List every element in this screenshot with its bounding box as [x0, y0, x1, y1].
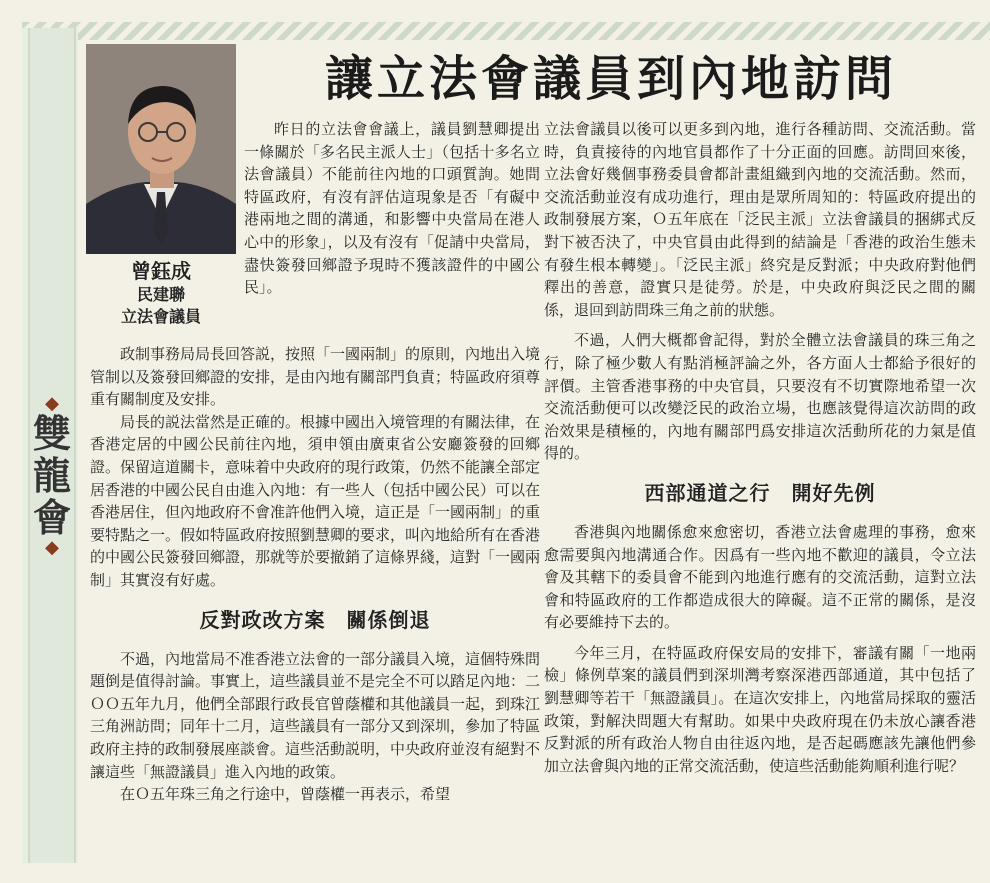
diamond-icon: ◆ — [45, 537, 59, 558]
section-subheading: 西部通道之行 開好先例 — [644, 480, 876, 505]
author-caption — [86, 258, 236, 328]
article-paragraph: 昨日的立法會會議上，議員劉慧卿提出一條關於「多名民主派人士」（包括十多名立法會議員）不能前往內地的口頭質詢。她問特區政府，有沒有評估這現象是否「有礙中港兩地之間的溝通，和影響中央當局在港人心中的形象」，以及有沒有「促請中央當局，盡快簽發回鄉證予現時不獲該證件的中國公民」。 — [244, 120, 540, 297]
author-photo — [86, 44, 236, 254]
article-paragraph: 不過，內地當局不准香港立法會的一部分議員入境，這個特殊問題倒是值得討論。事實上，這些議員並不是完全不可以踏足內地：二ＯＯ五年九月，他們全部跟行政長官曾蔭權和其他議員一起，到珠江三角洲訪問；同年十二月，這些議員有一部分又到深圳，參加了特區政府主持的政制發展座談會。這些活動説明，中央政府並沒有絕對不讓這些「無證議員」進入內地的政策。 — [90, 649, 541, 781]
decorative-top-band — [22, 22, 990, 40]
article-paragraph: 政制事務局局長回答説，按照「一國兩制」的原則，內地出入境管制以及簽發回鄉證的安排，是由內地有關部門負責；特區政府須尊重有關制度及安排。 — [90, 345, 541, 409]
author-name: 曾鈺成 — [131, 259, 191, 283]
article-paragraph: 不過，人們大概都會記得，對於全體立法會議員的珠三角之行，除了極少數人有點消極評論之外，各方面人士都給予很好的評價。主管香港事務的中央官員，只要沒有不切實際地希望一次交流活動便可以改變泛民的政治立場，也應該覺得這次訪問的政治效果是積極的，內地有關部門爲安排這次活動所花的力氣是值得的。 — [544, 331, 976, 463]
diamond-icon: ◆ — [45, 393, 59, 414]
author-party: 民建聯 — [136, 285, 185, 304]
author-title: 立法會議員 — [120, 307, 201, 326]
article-paragraph: 在Ｏ五年珠三角之行途中，曾蔭權一再表示，希望 — [120, 785, 451, 804]
article-headline: 讓立法會議員到內地訪問 — [324, 51, 897, 107]
column-name-char: 龍 — [32, 454, 71, 498]
column-name-label — [29, 395, 75, 557]
article-column-b — [90, 343, 540, 806]
section-subheading: 反對政改方案 關係倒退 — [199, 607, 431, 632]
article-paragraph: 香港與內地關係愈來愈密切，香港立法會處理的事務，愈來愈需要與內地溝通合作。因爲有一些內地不歡迎的議員，令立法會及其轄下的委員會不能到內地進行應有的交流活動，這對立法會和特區政府的工作都造成很大的障礙。這不正常的關係，是沒有必要維持下去的。 — [544, 522, 976, 632]
article-column-c — [544, 118, 976, 777]
article-paragraph: 今年三月，在特區政府保安局的安排下，審議有關「一地兩檢」條例草案的議員們到深圳灣考察深港西部通道，其中包括了劉慧卿等若干「無證議員」。在這次安排上，內地當局採取的靈活政策，對解決問題大有幫助。如果中央政府現在仍未放心讓香港反對派的所有政治人物自由往返內地，是否起碼應該先讓他們參加立法會與內地的正常交流活動，使這些活動能夠順利進行呢？ — [544, 643, 976, 775]
column-name-char: 雙 — [32, 412, 71, 456]
author-portrait-icon — [86, 44, 236, 254]
column-name-char: 會 — [32, 496, 71, 540]
article-paragraph: 立法會議員以後可以更多到內地，進行各種訪問、交流活動。當時，負責接待的內地官員都作了十分正面的回應。訪問回來後，立法會好幾個事務委員會都計畫組織到內地的交流活動。然而，交流活動並沒有成功進行，理由是眾所周知的：特區政府提出的政制發展方案，Ｏ五年底在「泛民主派」立法會議員的捆綁式反對下被否決了，中央官員由此得到的結論是「香港的政治生態未有發生根本轉變」。「泛民主派」終究是反對派；中央政府對他們釋出的善意，證實只是徒勞。於是，中央政府與泛民之間的關係，退回到訪問珠三角之前的狀態。 — [544, 120, 976, 319]
article-column-a — [244, 118, 540, 299]
article-paragraph: 局長的説法當然是正確的。根據中國出入境管理的有關法律，在香港定居的中國公民前往內地，須申領由廣東省公安廳簽發的回鄉證。保留這道關卡，意味着中央政府的現行政策，仍然不能讓全部定居香港的中國公民自由進入內地：有一些人（包括中國公民）可以在香港居住，但內地政府不會准許他們入境，這正是「一國兩制」的重要特點之一。假如特區政府按照劉慧卿的要求，叫內地給所有在香港的中國公民簽發回鄉證，那就等於要撤銷了這條界綫，這對「一國兩制」其實沒有好處。 — [90, 412, 541, 589]
